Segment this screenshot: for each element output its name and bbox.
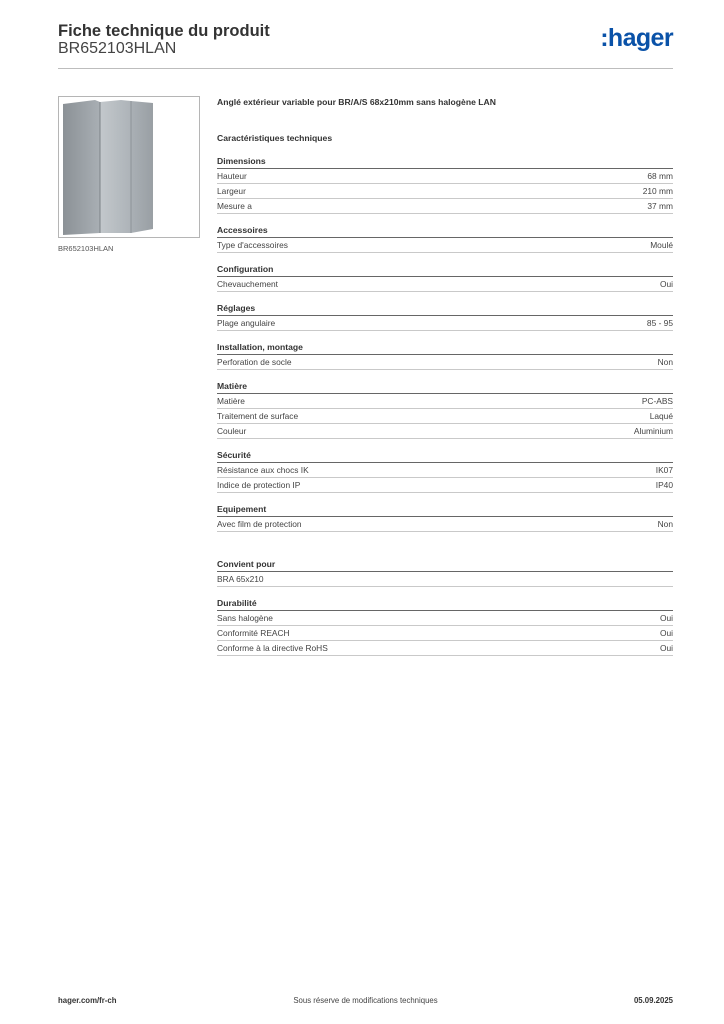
spec-row	[217, 409, 673, 424]
spec-value: Laqué	[649, 411, 673, 421]
spec-label: Matière	[217, 396, 245, 406]
section-title: Configuration	[217, 263, 673, 277]
spec-label: Type d'accessoires	[217, 240, 288, 250]
spec-value: IK07	[655, 465, 673, 475]
product-description: Anglé extérieur variable pour BR/A/S 68x210mm sans halogène LAN	[217, 97, 496, 107]
spec-label: Traitement de surface	[217, 411, 299, 421]
spec-row	[217, 316, 673, 331]
spec-section	[217, 449, 673, 493]
spec-label: Hauteur	[217, 171, 247, 181]
spec-section	[217, 558, 673, 587]
footer-date: 05.09.2025	[633, 996, 673, 1005]
spec-label: Indice de protection IP	[217, 480, 301, 490]
spec-section	[217, 503, 673, 532]
spec-content	[217, 95, 673, 656]
spec-section	[217, 380, 673, 439]
footer-disclaimer: Sous réserve de modifications techniques	[293, 996, 438, 1005]
spec-value: Non	[657, 357, 673, 367]
spec-row	[217, 611, 673, 626]
product-image	[58, 96, 200, 238]
spec-label: Résistance aux chocs IK	[217, 465, 309, 475]
spec-label: Largeur	[217, 186, 246, 196]
section-title: Equipement	[217, 503, 673, 517]
spec-row	[217, 238, 673, 253]
spec-row	[217, 626, 673, 641]
section-title: Réglages	[217, 302, 673, 316]
spec-value: 37 mm	[647, 201, 673, 211]
spec-value: 210 mm	[642, 186, 673, 196]
spec-sections	[217, 155, 673, 656]
spec-section	[217, 597, 673, 656]
spec-row	[217, 355, 673, 370]
hager-logo: :hager	[600, 24, 673, 52]
spec-value: Oui	[659, 643, 673, 653]
spec-label: Mesure a	[217, 201, 252, 211]
spec-row	[217, 394, 673, 409]
spec-row	[217, 641, 673, 656]
spec-value: Oui	[659, 628, 673, 638]
section-title: Sécurité	[217, 449, 673, 463]
spec-label: Perforation de socle	[217, 357, 292, 367]
spec-section	[217, 224, 673, 253]
spec-label: Sans halogène	[217, 613, 273, 623]
spec-row	[217, 478, 673, 493]
spec-value: 85 - 95	[646, 318, 673, 328]
spec-row	[217, 517, 673, 532]
page-title: Fiche technique du produit	[58, 22, 270, 40]
spec-label: Conformité REACH	[217, 628, 290, 638]
product-illustration	[59, 97, 199, 237]
spec-value: Non	[657, 519, 673, 529]
spec-value: Oui	[659, 279, 673, 289]
spec-section	[217, 263, 673, 292]
spec-label: Plage angulaire	[217, 318, 276, 328]
spec-section	[217, 341, 673, 370]
image-caption: BR652103HLAN	[58, 244, 114, 253]
spec-row	[217, 463, 673, 478]
spec-label: Couleur	[217, 426, 247, 436]
spec-row	[217, 424, 673, 439]
spec-value: 68 mm	[647, 171, 673, 181]
spec-row	[217, 277, 673, 292]
spec-value: Oui	[659, 613, 673, 623]
section-title: Dimensions	[217, 155, 673, 169]
spec-row	[217, 199, 673, 214]
spec-value: IP40	[655, 480, 673, 490]
section-title: Installation, montage	[217, 341, 673, 355]
section-title: Matière	[217, 380, 673, 394]
section-title: Durabilité	[217, 597, 673, 611]
spec-label: Conforme à la directive RoHS	[217, 643, 328, 653]
section-title: Accessoires	[217, 224, 673, 238]
spec-row	[217, 184, 673, 199]
spec-value: Aluminium	[633, 426, 673, 436]
spec-label: Avec film de protection	[217, 519, 302, 529]
spec-row	[217, 169, 673, 184]
spec-value: PC-ABS	[641, 396, 673, 406]
section-title: Convient pour	[217, 558, 673, 572]
spec-row	[217, 572, 673, 587]
technical-characteristics-heading: Caractéristiques techniques	[217, 133, 333, 143]
spec-section	[217, 302, 673, 331]
header-divider	[58, 68, 673, 69]
footer-website: hager.com/fr-ch	[58, 996, 117, 1005]
page-footer	[58, 996, 673, 1010]
spec-section	[217, 155, 673, 214]
page-header	[58, 20, 673, 70]
product-reference: BR652103HLAN	[58, 40, 177, 57]
spec-label: BRA 65x210	[217, 574, 264, 584]
spec-value: Moulé	[650, 240, 673, 250]
spec-label: Chevauchement	[217, 279, 278, 289]
